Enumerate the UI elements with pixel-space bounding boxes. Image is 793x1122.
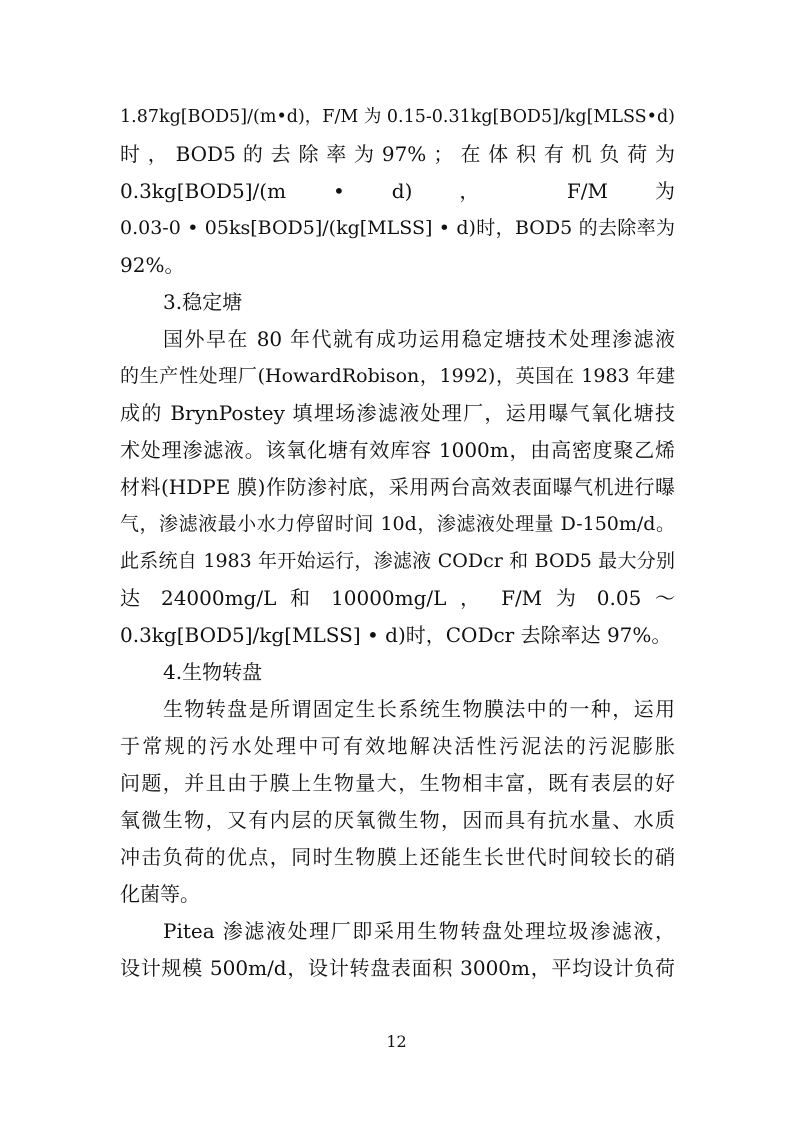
text-line: 于常规的污水处理中可有效地解决活性污泥法的污泥膨胀 [120,734,675,758]
text-line: 问题，并且由于膜上生物量大，生物相丰富，既有表层的好 [120,771,675,795]
text-line: 0.03-0 • 05ks[BOD5]/(kg[MLSS] • d)时，BOD5 的去除率为 [120,217,675,239]
text-line: Pitea 渗滤液处理厂即采用生物转盘处理垃圾渗滤液， [163,919,675,943]
text-line: 生物转盘是所谓固定生长系统生物膜法中的一种，运用 [163,697,675,721]
text-line: 化菌等。 [120,882,200,906]
text-line: 材料(HDPE 膜)作防渗衬底，采用两台高效表面曝气机进行曝 [120,475,675,499]
text-line: 氧微生物，又有内层的厌氧微生物，因而具有抗水量、水质 [120,808,675,832]
document-body [120,99,675,987]
text-line: 国外早在 80 年代就有成功运用稳定塘技术处理渗滤液 [163,327,675,351]
text-line: 设计规模 500m/d，设计转盘表面积 3000m，平均设计负荷 [120,956,675,980]
page-number: 12 [386,1032,407,1051]
section-heading: 3.稳定塘 [163,290,243,314]
text-line: 0.3kg[BOD5]/(m • d) ， F/M 为 [120,179,675,203]
text-line: 92%。 [120,253,185,277]
text-line: 时 ， BOD5 的 去 除 率 为 97% ； 在 体 积 有 机 负 荷 为 [120,142,675,166]
text-line: 0.3kg[BOD5]/kg[MLSS] • d)时，CODcr 去除率达 97%。 [120,623,672,647]
text-line: 冲击负荷的优点，同时生物膜上还能生长世代时间较长的硝 [120,845,675,869]
text-line: 1.87kg[BOD5]/(m•d)，F/M 为 0.15-0.31kg[BOD5]/kg[MLSS•d) [120,107,675,127]
text-line: 术处理渗滤液。该氧化塘有效库容 1000m，由高密度聚乙烯 [120,438,675,462]
text-line: 的生产性处理厂(HowardRobison，1992)，英国在 1983 年建 [120,365,675,387]
section-heading: 4.生物转盘 [163,660,263,684]
text-line: 达 24000mg/L 和 10000mg/L ， F/M 为 0.05 ～ [120,586,675,610]
text-line: 气，渗滤液最小水力停留时间 10d，渗滤液处理量 D-150m/d。 [120,513,675,535]
text-line: 此系统自 1983 年开始运行，渗滤液 CODcr 和 BOD5 最大分别 [120,550,675,572]
text-line: 成的 BrynPostey 填埋场渗滤液处理厂，运用曝气氧化塘技 [120,401,675,425]
